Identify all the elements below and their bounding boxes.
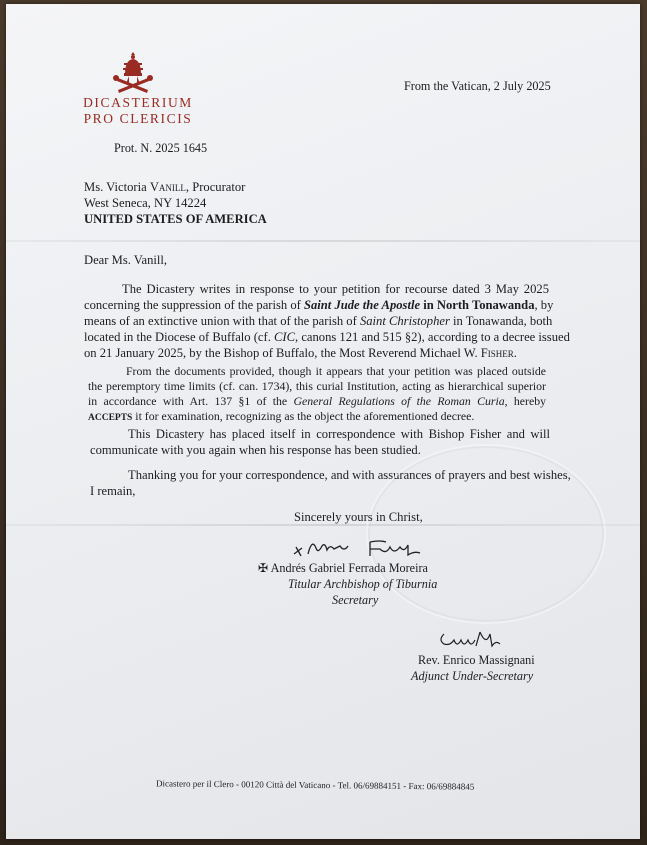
paragraph-2: From the documents provided, though it appears that your petition was placed outside the peremptory time limits (cf. can. 1734), this curial Institution, acting as hierarchical superior in accordance with Art. 137 §1 of the General Regulations of the Roman Curia, hereby ACCEPTS it for examination, recognizing as the object the aforementioned decree. (88, 364, 546, 423)
closing: Sincerely yours in Christ, (294, 510, 423, 524)
paragraph-4: Thanking you for your correspondence, and with assurances of prayers and best wishes, I remain, (90, 468, 571, 498)
footer-address: Dicastero per il Clero - 00120 Città del Vaticano - Tel. 06/69884151 - Fax: 06/69884845 (155, 778, 475, 792)
letterhead-line-1: DICASTERIUM (83, 95, 193, 110)
salutation: Dear Ms. Vanill, (84, 253, 168, 267)
recipient-line-1: Ms. Victoria Vanill, Procurator (84, 180, 246, 194)
signatory-1-name: ✠ Andrés Gabriel Ferrada Moreira (258, 561, 428, 575)
signatory-2-name: Rev. Enrico Massignani (418, 653, 535, 667)
signatory-1-title: Titular Archbishop of Tiburnia (288, 577, 438, 591)
signature-massignani (434, 626, 534, 654)
letter-page (6, 4, 640, 839)
paper-fold (6, 240, 640, 242)
paragraph-1: The Dicastery writes in response to your petition for recourse dated 3 May 2025 concerning the suppression of the parish of Saint Jude the Apostle in North Tonawanda, by means of an extinctive union with that of the parish of Saint Christopher in Tonawanda, both located in the Diocese of Buffalo (cf. CIC, canons 121 and 515 §2), according to a decree issued on 21 January 2025, by the Bishop of Buffalo, the Most Reverend Michael W. Fisher. (84, 282, 570, 360)
paragraph-3: This Dicastery has placed itself in correspondence with Bishop Fisher and will communicate with you again when his response has been studied. (90, 427, 550, 457)
recipient-line-2: West Seneca, NY 14224 (84, 196, 207, 210)
papal-tiara-keys-icon (112, 50, 154, 94)
date-line: From the Vatican, 2 July 2025 (404, 79, 551, 93)
signatory-2-role: Adjunct Under-Secretary (411, 669, 534, 683)
letterhead-line-2: PRO CLERICIS (83, 111, 193, 126)
signatory-1-role: Secretary (332, 593, 379, 607)
recipient-line-3: UNITED STATES OF AMERICA (84, 212, 267, 226)
protocol-number: Prot. N. 2025 1645 (114, 141, 208, 155)
